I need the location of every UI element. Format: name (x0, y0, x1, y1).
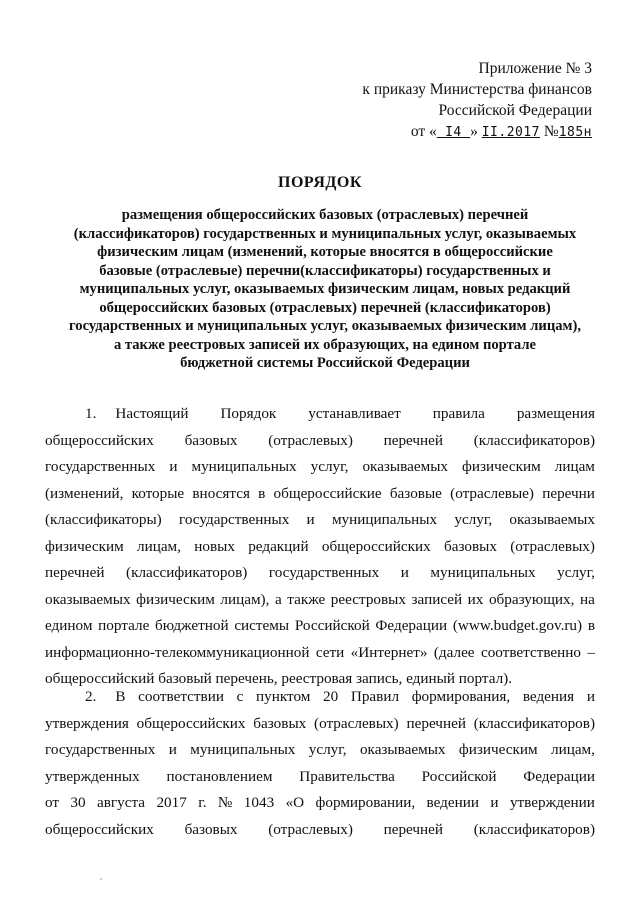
paragraph-line (45, 640, 595, 667)
appendix-date-line (292, 121, 592, 143)
word: физическим (45, 537, 124, 555)
order-number-label: № (540, 123, 559, 140)
word: устанавливает (308, 405, 401, 422)
word: – (587, 643, 595, 661)
word: базовых (253, 714, 307, 732)
word: которые (131, 484, 185, 502)
word: (далее (433, 643, 475, 661)
word: 30 (70, 794, 86, 811)
word: физическим (458, 741, 538, 758)
subtitle-line: базовые (отраслевые) перечни(классификаторы) государственных и (99, 262, 551, 279)
word: августа (97, 794, 146, 811)
paragraph-line (45, 401, 595, 428)
word: и (490, 794, 499, 811)
word: оказываемых (359, 741, 446, 758)
paragraph-line (45, 613, 595, 640)
word: бюджетной (155, 617, 229, 634)
word: на (580, 590, 595, 608)
word: с (236, 688, 244, 705)
subtitle-line: бюджетной системы Российской Федерации (180, 355, 470, 371)
word: (отраслевых) (510, 537, 595, 555)
word: услуг, (310, 458, 349, 475)
word: государственных (178, 511, 290, 528)
word: портале (98, 617, 150, 634)
word: № (217, 794, 233, 811)
word: (www.budget.gov.ru) (452, 617, 583, 634)
word: 2017 (156, 794, 187, 811)
word: перечней (406, 714, 466, 732)
line-text: общероссийский базовый перечень, реестровая запись, единый портал). (45, 670, 513, 687)
word: базовых (444, 537, 497, 555)
word: правила (432, 405, 485, 422)
paragraph-line (45, 711, 595, 738)
subtitle-line: (классификаторов) государственных и муниципальных услуг, оказываемых (73, 225, 577, 242)
word: физическим (136, 590, 215, 608)
word: образующих, (488, 590, 575, 608)
word: постановлением (166, 767, 273, 785)
paragraph-line (45, 560, 595, 587)
paragraph-line (45, 587, 595, 614)
word: оказываемых (509, 511, 595, 528)
paragraph-line (45, 684, 595, 711)
word: перечней (45, 564, 105, 581)
word: лицам, (136, 537, 181, 555)
paragraph-line (45, 764, 595, 791)
word: (изменений, (45, 484, 124, 502)
word: муниципальных (331, 511, 438, 528)
word: Правил (350, 688, 400, 705)
word: (отраслевые) (450, 484, 534, 502)
word: муниципальных (191, 458, 297, 475)
word: (отраслевых) (314, 714, 399, 732)
word: системы (234, 617, 290, 634)
word: пунктом (256, 688, 311, 705)
word: редакций (248, 537, 309, 555)
word: новых (194, 537, 235, 555)
word: общероссийских (136, 714, 246, 732)
word: утвержденных (45, 767, 140, 785)
paragraph-2 (45, 684, 595, 843)
date-prefix: от « (410, 123, 437, 140)
word: лицам (554, 458, 595, 475)
word: информационно-телекоммуникационной (45, 643, 310, 661)
word: (классификаторов) (473, 714, 595, 732)
paragraph-line (45, 507, 595, 534)
date-month-year: II.2017 (481, 125, 541, 140)
word: и (400, 564, 409, 581)
word: общероссийских (45, 431, 154, 449)
document-title: ПОРЯДОК (278, 174, 362, 191)
word: (классификаторы) (45, 511, 162, 528)
appendix-order-ref: к приказу Министерства финансов (362, 81, 592, 98)
word: едином (45, 617, 93, 634)
word: 20 (323, 688, 339, 705)
word: утверждении (509, 794, 595, 811)
word: (классификаторов) (473, 431, 595, 449)
word: оказываемых (45, 590, 131, 608)
word: лицам), (220, 590, 270, 608)
word: физическим (462, 458, 541, 475)
word: общероссийские (273, 484, 382, 502)
word: и (169, 458, 178, 475)
paragraph-line (45, 428, 595, 455)
paragraph-line (45, 817, 595, 844)
word: услуг, (557, 564, 595, 581)
word: перечней (383, 431, 444, 449)
word: услуг, (308, 741, 347, 758)
word: реестровых (330, 590, 406, 608)
appendix-number: Приложение № 3 (478, 60, 592, 77)
word: соответствии (138, 688, 224, 705)
word: Федерации (523, 767, 595, 785)
word: Федерации (375, 617, 448, 634)
appendix-country: Российской Федерации (438, 102, 592, 119)
paragraph-line (45, 534, 595, 561)
word: 1. Настоящий (85, 405, 189, 422)
date-separator: » (470, 123, 482, 140)
word: муниципальных (430, 564, 536, 581)
word: перечни (542, 484, 595, 502)
word: в (258, 484, 266, 502)
subtitle-line: размещения общероссийских базовых (отраслевых) перечней (121, 207, 529, 223)
order-number: 185н (558, 125, 592, 140)
appendix-header (292, 58, 592, 143)
word: государственных (45, 458, 156, 475)
word: базовых (184, 431, 238, 449)
paragraph-line (45, 454, 595, 481)
subtitle-line: государственных и муниципальных услуг, оказываемых физическим лицам), (69, 318, 581, 334)
word: и (306, 511, 315, 528)
word: размещения (516, 405, 595, 422)
word: 2. В (85, 688, 126, 705)
word: общероссийских (45, 820, 154, 838)
word: ведении (426, 794, 480, 811)
word: лицам, (550, 741, 595, 758)
word: «Интернет» (350, 643, 428, 661)
word: (классификаторов) (126, 564, 248, 581)
word: перечней (383, 820, 444, 838)
word: и (168, 741, 177, 758)
word: государственных (45, 741, 156, 758)
word: Порядок (220, 405, 277, 422)
word: услуг, (454, 511, 493, 528)
word: а (274, 590, 282, 608)
date-day: I4 (436, 125, 471, 140)
word: ведения (522, 688, 575, 705)
word: г. (198, 794, 207, 811)
word: сети (315, 643, 345, 661)
subtitle-line: физическим лицам (изменений, которые вносятся в общероссийские (97, 244, 553, 260)
word: их (467, 590, 484, 608)
word: формировании, (315, 794, 416, 811)
scan-speck (100, 878, 102, 880)
subtitle-line: муниципальных услуг, оказываемых физическим лицам, новых редакций (79, 281, 571, 297)
paragraph-line (45, 790, 595, 817)
word: вносятся (192, 484, 250, 502)
paragraph-line (45, 737, 595, 764)
word: базовых (184, 820, 238, 838)
word: (отраслевых) (268, 431, 353, 449)
word: муниципальных (190, 741, 296, 758)
word: от (45, 794, 60, 811)
word: утверждения (45, 714, 129, 732)
subtitle-line: общероссийских базовых (отраслевых) перечней (классификаторов) (99, 299, 551, 316)
word: формирования, (411, 688, 511, 705)
word: (отраслевых) (268, 820, 353, 838)
word: базовые (389, 484, 442, 502)
word: государственных (268, 564, 380, 581)
word: Правительства (299, 767, 395, 785)
paragraph-1 (45, 401, 595, 693)
word: и (586, 688, 595, 705)
word: 1043 (243, 794, 275, 811)
word: общероссийских (321, 537, 431, 555)
word: записей (411, 590, 463, 608)
paragraph-line (45, 481, 595, 508)
word: (классификаторов) (473, 820, 595, 838)
word: соответственно (480, 643, 582, 661)
word: Российской (421, 767, 497, 785)
word: Российской (294, 617, 370, 634)
subtitle-line: а также реестровых записей их образующих, на едином портале (113, 336, 537, 353)
document-subtitle (50, 206, 600, 373)
word: «О (285, 794, 305, 811)
word: оказываемых (362, 458, 449, 475)
word: в (587, 617, 595, 634)
word: также (287, 590, 326, 608)
